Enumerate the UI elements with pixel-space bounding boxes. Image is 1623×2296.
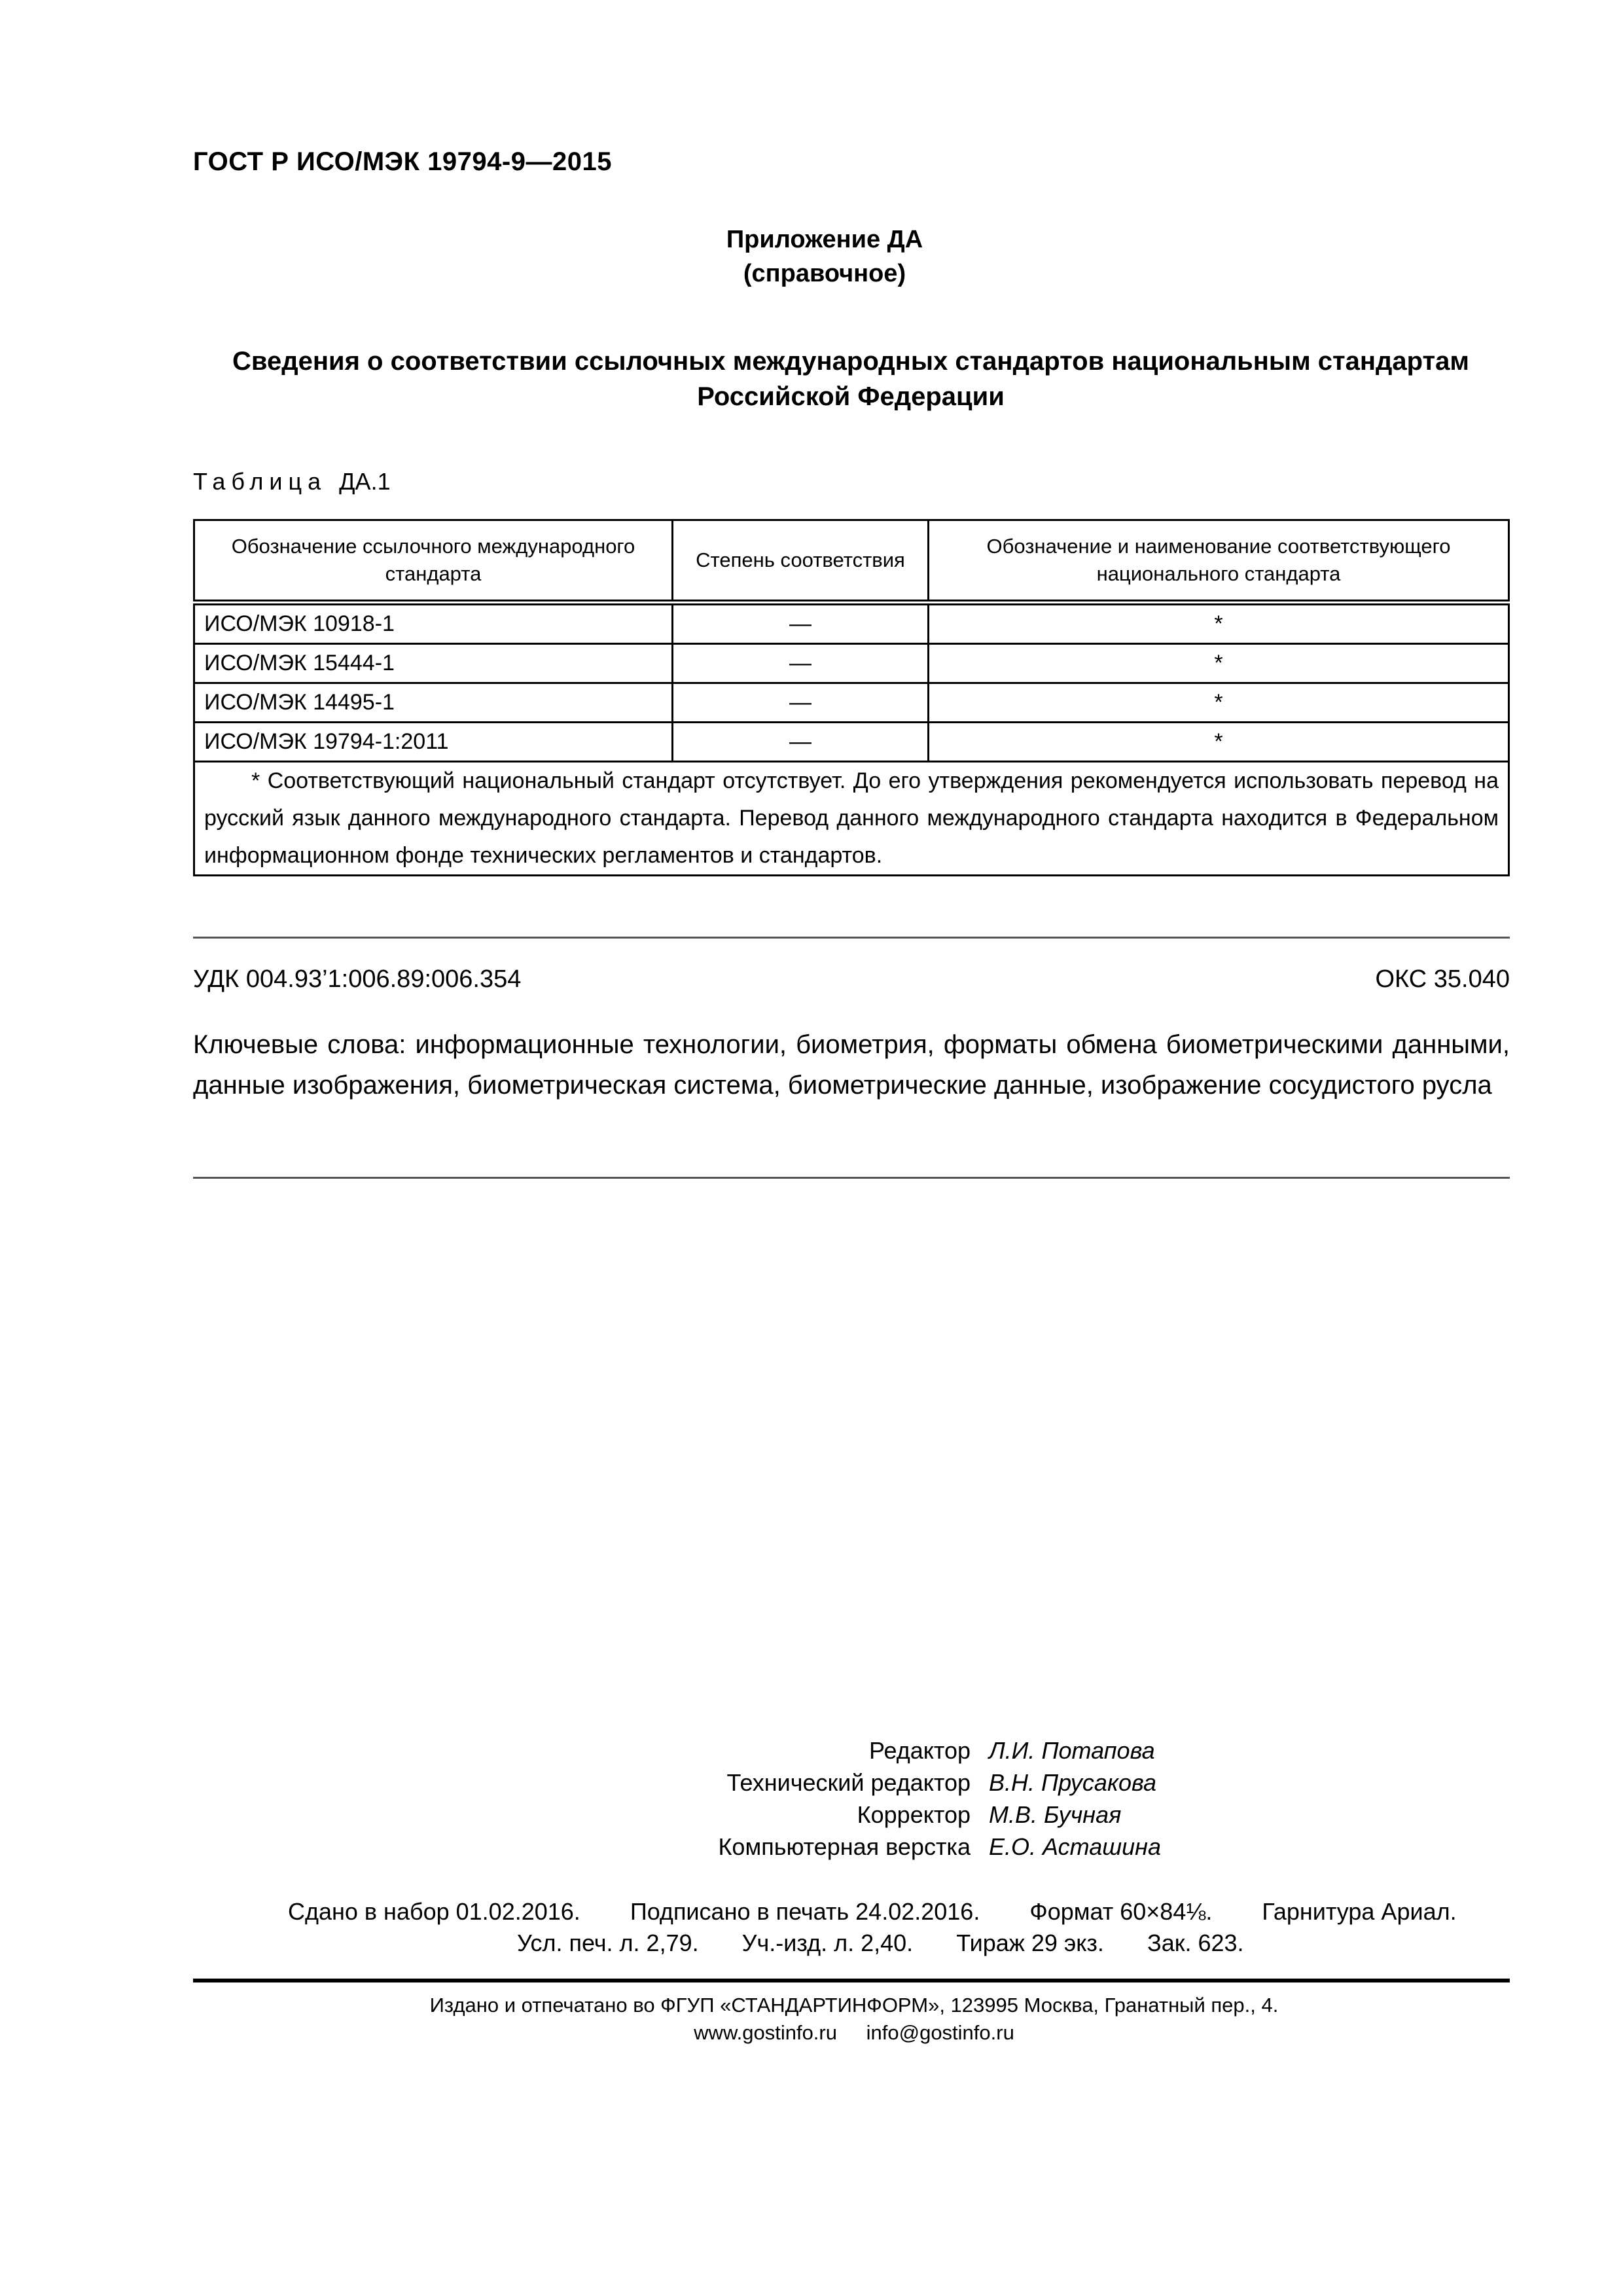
- cell-national: *: [929, 723, 1509, 762]
- cell-degree: —: [673, 644, 929, 683]
- table-row: [194, 723, 1509, 762]
- table-footnote-cell: [194, 762, 1509, 876]
- table-label: [193, 468, 391, 495]
- publisher-website: www.gostinfo.ru: [694, 2021, 837, 2044]
- keywords: Ключевые слова: информационные технологии, биометрия, форматы обмена биометрическими данными, данные изображения, биометрическая система, биометрические данные, изображение сосудистого русла: [193, 1030, 1510, 1100]
- table-row: [194, 683, 1509, 723]
- publisher-divider: [193, 1979, 1510, 1982]
- header-degree: Степень соответствия: [673, 520, 929, 603]
- staff-name: В.Н. Прусакова: [989, 1769, 1156, 1796]
- document-code: ГОСТ Р ИСО/МЭК 19794-9—2015: [193, 147, 612, 176]
- print-info-item: Сдано в набор 01.02.2016.: [288, 1898, 580, 1925]
- cell-code: ИСО/МЭК 15444-1: [194, 644, 673, 683]
- publisher-line: Издано и отпечатано во ФГУП «СТАНДАРТИНФОРМ», 123995 Москва, Гранатный пер., 4.: [429, 1994, 1279, 2017]
- cell-code: ИСО/МЭК 19794-1:2011: [194, 723, 673, 762]
- appendix-heading: [0, 223, 1623, 291]
- staff-role: Редактор: [869, 1737, 971, 1764]
- table-header-row: [194, 520, 1509, 603]
- divider-bottom: [193, 1177, 1510, 1179]
- staff-name: М.В. Бучная: [989, 1801, 1122, 1828]
- print-info-line-2: [517, 1929, 1244, 1957]
- cell-degree: —: [673, 723, 929, 762]
- staff-row: [0, 1734, 1623, 1767]
- staff-name: Л.И. Потапова: [989, 1737, 1155, 1764]
- udk-code: УДК 004.93’1:006.89:006.354: [193, 965, 522, 993]
- section-title: [193, 344, 1508, 414]
- cell-national: *: [929, 603, 1509, 644]
- table-number: ДА.1: [339, 468, 391, 495]
- print-info-item: Гарнитура Ариал.: [1262, 1898, 1457, 1925]
- appendix-title: Приложение ДА: [726, 226, 923, 253]
- staff-row: [0, 1767, 1623, 1799]
- staff-row: [0, 1831, 1623, 1863]
- cell-code: ИСО/МЭК 14495-1: [194, 683, 673, 723]
- section-title-line-2: Российской Федерации: [697, 382, 1005, 411]
- cell-national: *: [929, 683, 1509, 723]
- publisher-contacts: [85, 2019, 1623, 2047]
- print-info-item: Зак. 623.: [1147, 1929, 1244, 1956]
- cell-code: ИСО/МЭК 10918-1: [194, 603, 673, 644]
- print-info-item: Тираж 29 экз.: [956, 1929, 1104, 1956]
- table-label-word: Таблица: [193, 468, 327, 495]
- print-info-item: Усл. печ. л. 2,79.: [517, 1929, 699, 1956]
- table-row: [194, 603, 1509, 644]
- staff-role: Корректор: [857, 1801, 971, 1828]
- staff-role: Технический редактор: [726, 1769, 971, 1796]
- reference-table: [193, 519, 1510, 876]
- table-row: [194, 644, 1509, 683]
- cell-degree: —: [673, 603, 929, 644]
- staff-role: Компьютерная верстка: [718, 1833, 971, 1860]
- publisher-email: info@gostinfo.ru: [866, 2021, 1014, 2044]
- staff-list: [0, 1734, 1623, 1863]
- section-title-line-1: Сведения о соответствии ссылочных международных стандартов национальным стандартам: [232, 347, 1469, 376]
- publisher-info: [0, 1992, 1623, 2047]
- print-info-line-1: [288, 1898, 1457, 1926]
- divider-top: [193, 937, 1510, 939]
- appendix-type: (справочное): [743, 260, 906, 287]
- print-info-item: Уч.-изд. л. 2,40.: [741, 1929, 914, 1956]
- oks-code: ОКС 35.040: [1375, 965, 1510, 993]
- header-international-standard: Обозначение ссылочного международного стандарта: [194, 520, 673, 603]
- table-footnote: * Соответствующий национальный стандарт отсутствует. До его утверждения рекомендуется использовать перевод на русский язык данного международного стандарта. Перевод данного международного стандарта находится в Федеральном информационном фонде технических регламентов и стандартов.: [204, 768, 1499, 868]
- staff-name: Е.О. Асташина: [989, 1833, 1161, 1860]
- header-national-standard: Обозначение и наименование соответствующего национального стандарта: [929, 520, 1509, 603]
- cell-degree: —: [673, 683, 929, 723]
- print-info-item: Подписано в печать 24.02.2016.: [630, 1898, 980, 1925]
- print-info-item: Формат 60×84⅛.: [1029, 1898, 1213, 1925]
- cell-national: *: [929, 644, 1509, 683]
- staff-row: [0, 1799, 1623, 1831]
- table-footnote-row: [194, 762, 1509, 876]
